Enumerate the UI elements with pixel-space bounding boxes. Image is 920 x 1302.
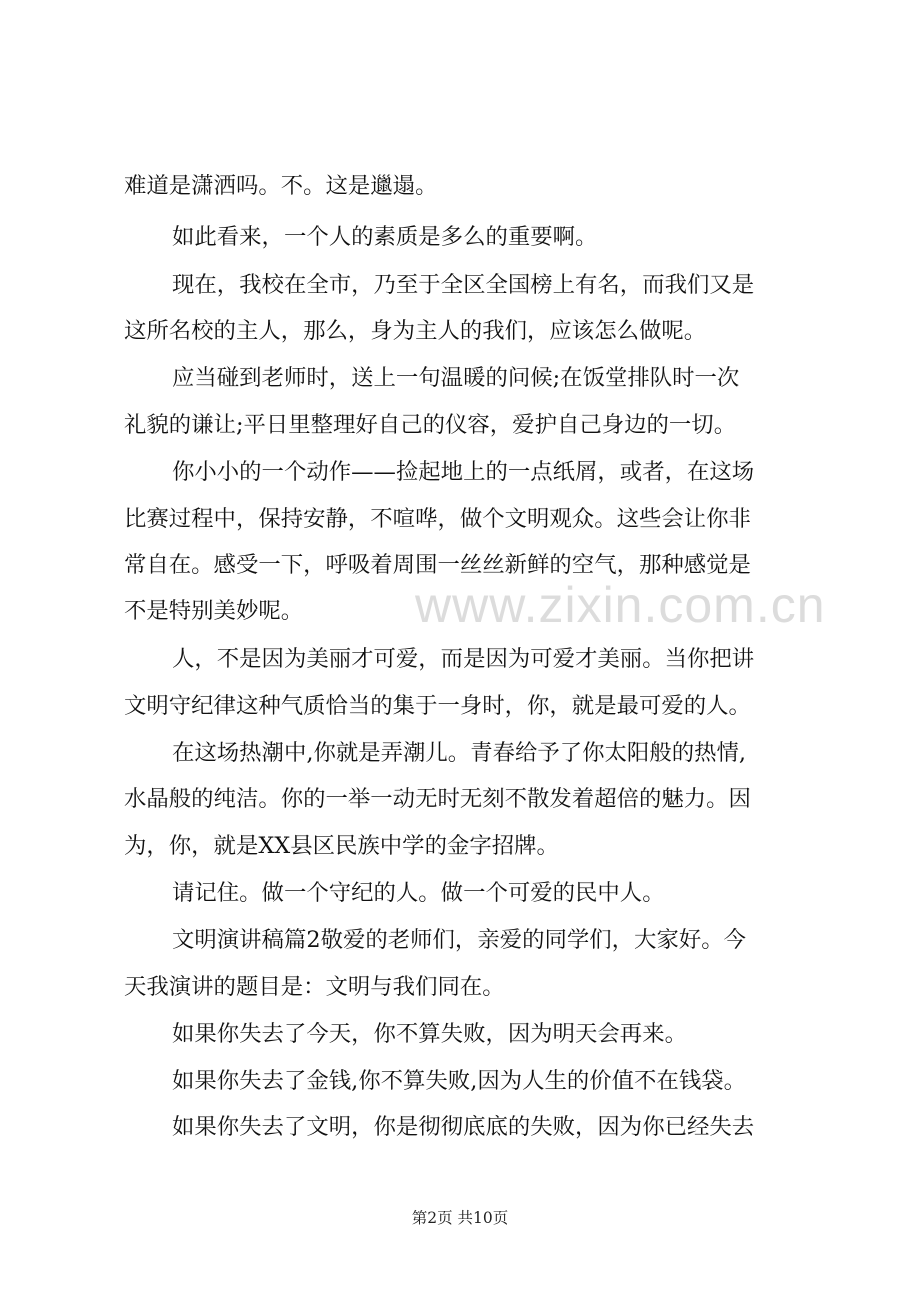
text-line: 不是特别美妙呢。	[124, 598, 304, 624]
text-line: 人，不是因为美丽才可爱，而是因为可爱才美丽。当你把讲	[172, 646, 755, 672]
text-line: 常自在。感受一下，呼吸着周围一丝丝新鲜的空气，那种感觉是	[124, 552, 751, 578]
text-line: 现在，我校在全市，乃至于全区全国榜上有名，而我们又是	[172, 272, 755, 298]
text-line: 你小小的一个动作——捡起地上的一点纸屑，或者，在这场	[172, 459, 755, 485]
text-line: 如果你失去了今天，你不算失败，因为明天会再来。	[172, 1021, 687, 1047]
text-line: 请记住。做一个守纪的人。做一个可爱的民中人。	[172, 880, 665, 906]
page-footer: 第2页 共10页	[411, 1209, 509, 1227]
text-line: 应当碰到老师时，送上一句温暖的问候;在饭堂排队时一次	[172, 365, 740, 391]
text-line: 如此看来，一个人的素质是多么的重要啊。	[172, 224, 598, 250]
text-line: 文明演讲稿篇2敬爱的老师们，亲爱的同学们，大家好。今	[172, 927, 747, 953]
text-line: 礼貌的谦让;平日里整理好自己的仪容，爱护自己身边的一切。	[124, 412, 737, 438]
watermark: www.zixin.com.cn	[415, 577, 826, 633]
text-line: 如果你失去了文明，你是彻彻底底的失败，因为你已经失去	[172, 1114, 755, 1140]
text-line: 在这场热潮中,你就是弄潮儿。青春给予了你太阳般的热情,	[172, 740, 746, 766]
text-line: 难道是潇洒吗。不。这是邋遢。	[124, 173, 438, 199]
text-line: 比赛过程中，保持安静，不喧哗，做个文明观众。这些会让你非	[124, 506, 751, 532]
text-line: 为，你，就是XX县区民族中学的金字招牌。	[124, 833, 559, 859]
text-line: 文明守纪律这种气质恰当的集于一身时，你，就是最可爱的人。	[124, 693, 751, 719]
text-line: 这所名校的主人，那么，身为主人的我们，应该怎么做呢。	[124, 318, 707, 344]
text-line: 如果你失去了金钱,你不算失败,因为人生的价值不在钱袋。	[172, 1068, 746, 1094]
text-line: 天我演讲的题目是：文明与我们同在。	[124, 974, 505, 1000]
text-line: 水晶般的纯洁。你的一举一动无时无刻不散发着超倍的魅力。因	[124, 786, 751, 812]
